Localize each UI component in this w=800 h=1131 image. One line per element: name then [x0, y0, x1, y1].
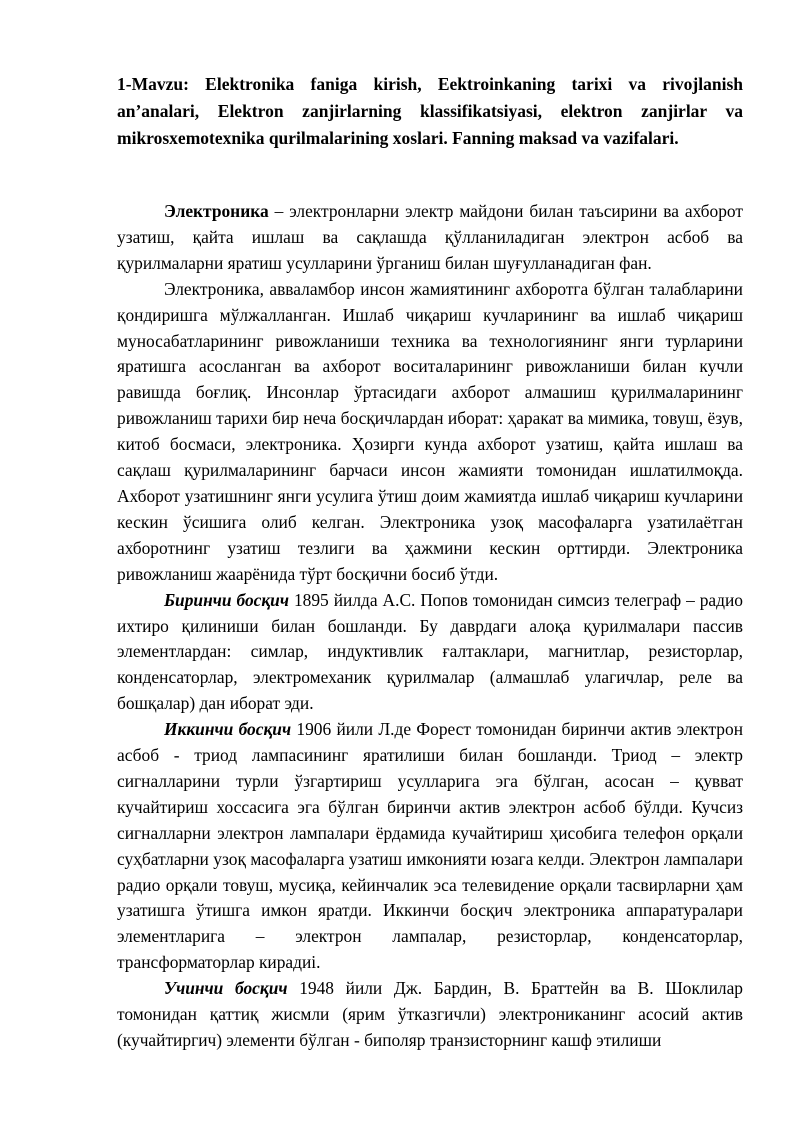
paragraph-text: Электроника, авваламбор инсон жамиятининг ахборотга бўлган талабларини қондиришга мўлжалланган. Ишлаб чиқариш кучларининг ва ишлаб чиқариш муносабатларининг ривожланиши техника ва технологиянинг янги турларини яратишга асосланган ва ахборот воситаларининг ривожланиши билан кучли равишда боғлиқ. Инсонлар ўртасидаги ахборот алмашиш қурилмаларининг ривожланиш тарихи бир неча босқичлардан иборат: ҳаракат ва мимика, товуш, ёзув, китоб босмаси, электроника. Ҳозирги кунда ахборот узатиш, қайта ишлаш ва сақлаш қурилмаларининг барчаси инсон жамияти томонидан ишлатилмоқда. Ахборот узатишнинг янги усулига ўтиш доим жамиятда ишлаб чиқариш кучларини кескин ўсишига олиб келган. Электроника узоқ масофаларга узатилаётган ахборотнинг узатиш тезлиги ва ҳажмини кескин орттирди. Электроника ривожланиш жаарёнида тўрт босқични босиб ўтди. — [117, 278, 743, 584]
page-title: 1-Mavzu: Elektronika faniga kirish, Eektroinkaning tarixi va rivojlanish an’analari, Elektron zanjirlarning klassifikatsiyasi, elektron zanjirlar va mikrosxemotexnika qurilmalarining xoslari. Fanning maksad va vazifalari. — [117, 74, 743, 148]
document-body — [117, 199, 743, 1054]
term-bold: Электроника — [164, 201, 269, 221]
paragraph-text: 1895 йилда А.С. Попов томонидан симсиз телеграф – радио ихтиро қилиниши билан бошланди. Бу даврдаги алоқа қурилмалари пассив элементлардан: симлар, индуктивлик ғалтаклари, магнитлар, резисторлар, конденсаторлар, электромеханик қурилмалар (алмашлаб улагичлар, реле ва бошқалар) дан иборат эди. — [117, 589, 743, 714]
paragraph-stage-3 — [117, 976, 743, 1054]
paragraph-stage-1 — [117, 588, 743, 718]
stage-3-heading: Учинчи босқич — [164, 978, 288, 999]
stage-1-heading: Биринчи босқич — [164, 589, 289, 610]
stage-2-heading: Иккинчи босқич — [164, 719, 292, 740]
paragraph-intro — [117, 277, 743, 588]
paragraph-text: – электронларни электр майдони билан таъсирини ва ахборот узатиш, қайта ишлаш ва сақлашда қўлланиладиган электрон асбоб ва қурилмаларни яратиш усулларини ўрганиш билан шуғулланадиган фан. — [117, 201, 743, 273]
paragraph-text: 1948 йили Дж. Бардин, В. Браттейн ва В. Шоклилар томонидан қаттиқ жисмли (ярим ўтказгичли) электрониканинг асосий актив (кучайтиргич) элементи бўлган - биполяр транзисторнинг кашф этилиши — [117, 978, 743, 1050]
paragraph-definition — [117, 199, 743, 277]
paragraph-stage-2 — [117, 717, 743, 976]
paragraph-text: 1906 йили Л.де Форест томонидан биринчи актив электрон асбоб - триод лампасининг яратилиши билан бошланди. Триод – электр сигналларини турли ўзгартириш усулларига эга бўлган, асосан – қувват кучайтириш хоссасига эга бўлган биринчи актив электрон асбоб бўлди. Кучсиз сигналларни электрон лампалари ёрдамида кучайтириш ҳисобига телефон орқали суҳбатларни узоқ масофаларга узатиш имконияти юзага келди. Электрон лампалари радио орқали товуш, мусиқа, кейинчалик эса телевидение орқали тасвирларни ҳам узатишга ўтишга имкон яратди. Иккинчи босқич электроника аппаратуралари элементларига – электрон лампалар, резисторлар, конденсаторлар, трансформаторлар кирадиi. — [117, 719, 744, 973]
